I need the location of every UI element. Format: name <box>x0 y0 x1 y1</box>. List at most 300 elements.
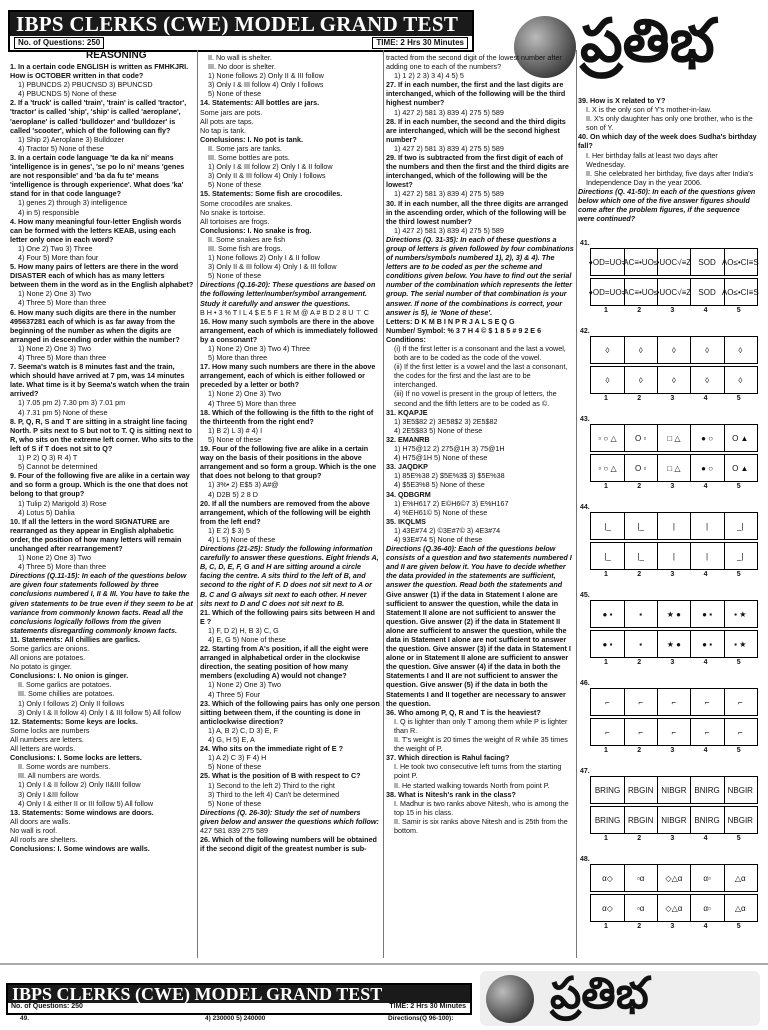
question-line: 4) 93E#74 5) None of these <box>394 534 483 544</box>
question-line: I. He took two consecutive left turns from the starting point P. <box>394 762 562 781</box>
question-line: Directions (Q.36-40): Each of the questions below consists of a question and two statements numbered I and II are given below it. You have to decide whether the data provided in the statements are sufficient, answer the question. Read both the statements and <box>386 544 572 590</box>
figure-cell: ● ▪ <box>591 631 625 657</box>
problem-figures <box>590 688 758 716</box>
figure-cell: ⌐ <box>624 689 658 715</box>
question-line: 5) More than three <box>208 353 268 363</box>
question-line: 22. Starting from A's position, if all the eight were arranged in alphabetical order in the clockwise direction, the seating position of how many members (excluding A) would not change? <box>200 644 369 681</box>
question-line: All letters are words. <box>10 744 76 754</box>
question-line: 1) Only I & III follow 2) Only I & II follow <box>208 162 333 172</box>
answer-number: 1 <box>604 923 608 930</box>
answer-number: 5 <box>736 395 741 402</box>
question-line: 6. How many such digits are there in the number 495637281 each of which is as far away from the beginning of the number as when the digits are arranged in descending order within the number? <box>10 307 180 344</box>
question-line: 15. Statements: Some fish are crocodiles. <box>200 189 343 199</box>
figure-cell: ▪ <box>624 601 658 627</box>
figure-label: 43. <box>580 416 590 423</box>
answer-number: 1 <box>604 747 608 754</box>
question-line: 1) Tulip 2) Marigold 3) Rose <box>18 498 107 508</box>
answer-number: 2 <box>637 571 642 578</box>
question-line: 20. If all the numbers are removed from the above arrangement, which of the following will be eighth from the left end? <box>200 498 371 526</box>
question-line: II. Some snakes are fish <box>208 234 286 244</box>
question-line: (i) If the first letter is a consonant and the last a vowel, both are to be coded as the code of the vowel. <box>394 344 566 363</box>
question-line: 1) Only I & II follow 2) Only II&III follow <box>18 780 141 790</box>
answer-figures <box>590 718 758 746</box>
figure-cell: ◊ <box>738 345 743 355</box>
question-line: (iii) If no vowel is present in the group of letters, the second and the fifth letters are to be coded as ©. <box>394 389 557 408</box>
question-line: 5) Cannot be determined <box>18 462 98 472</box>
question-line: 1) Second to the left 2) Third to the right <box>208 780 335 790</box>
question-line: I. Q is lighter than only T among them while P is lighter than R. <box>394 716 568 735</box>
question-line: II. Samir is six ranks above Nitesh and is 25th from the bottom. <box>394 816 568 835</box>
question-line: 3) Only II & III follow 4) Only I & III follow <box>208 262 337 272</box>
question-line: 25. What is the position of B with respect to C? <box>200 771 361 781</box>
question-line: 18. Which of the following is the fifth to the right of the thirteenth from the right end? <box>200 407 374 426</box>
answer-figures <box>590 542 758 570</box>
figure-label: 47. <box>580 768 590 775</box>
question-line: 1) None 2) One 3) Two <box>18 553 91 563</box>
figure-cell: NIBGR <box>657 807 691 833</box>
question-line: 427 581 839 275 589 <box>200 825 268 835</box>
answer-number: 4 <box>703 835 708 842</box>
question-line: 5) None of these <box>208 89 262 99</box>
figure-cell: •UOC√≡Z <box>657 249 691 275</box>
question-line: Conclusions: I. No pot is tank. <box>200 134 304 144</box>
question-line: (ii) If the first letter is a vowel and the last a consonant, the codes for the first and the last are to be interchanged. <box>394 362 568 390</box>
fragment-text: Directions(Q 96-100): <box>388 1015 454 1022</box>
question-line: 17. How many such numbers are there in the above arrangement, each of which is either followed or preceded by a letter or both? <box>200 362 376 390</box>
logo-text: ప్రతిభ <box>580 6 715 76</box>
question-line: All pots are taps. <box>200 116 254 126</box>
question-line: 1) PBUNCDS 2) PBUCNSD 3) BPUNCSD <box>18 80 153 90</box>
question-line: 1) Ship 2) Aeroplane 3) Bulldozer <box>18 134 124 144</box>
figure-cell: AO≤•CI≡S <box>721 287 759 297</box>
figure-cell: ◊ <box>691 367 725 393</box>
question-line: 1) 3%• 2) E$5 3) A#@ <box>208 480 279 490</box>
question-line: 5) None of these <box>208 762 262 772</box>
question-line: Conclusions: I. Some windows are walls. <box>10 844 150 854</box>
figure-cell: ▫ ○ △ <box>591 425 625 451</box>
question-line: Give answer (1) if the data in Statement I alone are sufficient to answer the question, while the data in Statement II alone are not sufficient to answer the question. Give answer (2) if the data in Statement II alone are sufficient to answer the question, while the data in Statement I alone are not sufficient to answer the question. Give answer (3) if the data in Statement I alone or in Statement II alone are sufficient to answer the question. Give answer (4) if the data in both the Statements I and II are not sufficient to answer the question. Give answer (5) if the data in both the Statements I and II together are necessary to answer the question. <box>386 589 571 708</box>
question-line: 29. If two is subtracted from the first digit of each of the numbers and then the first and the third digits are interchanged, which of the following will be the lowest? <box>386 153 569 190</box>
figure-cell: α◇ <box>591 895 625 921</box>
answer-number: 4 <box>703 923 708 930</box>
question-line: 4) Three 5) Four <box>208 689 261 699</box>
question-line: Directions (21-25): Study the following information carefully to answer these questions. Eight friends A, B, C, D, E, F, G and H are sitting around a circle facing the centre. A sits third to the left of B, and second to the right of F. D does not sit next to A or B. C and G always sit next to each other. H never sits next to D and C does not sit next to B. <box>200 544 379 608</box>
question-line: 37. Which direction is Rahul facing? <box>386 753 510 763</box>
test-title-2: IBPS CLERKS (CWE) MODEL GRAND TEST <box>8 985 470 1003</box>
question-line: III. Some bottles are pots. <box>208 153 290 163</box>
question-line: 1. In a certain code ENGLISH is written as FMHKJRI. How is OCTOBER written in that code? <box>10 62 189 81</box>
question-line: 8. P, Q, R, S and T are sitting in a straight line facing North. P sits next to S but not to T. Q is sitting next to R, who sits on the extreme left corner. Who sits to the left of S if T does not sit to Q? <box>10 416 194 453</box>
answer-number: 2 <box>637 307 642 314</box>
question-line: 35. IKQLMS <box>386 516 426 526</box>
question-line: Directions (Q. 41-50): In each of the questions given below which one of the five answer figures should come after the problem figures, if the sequence were continued? <box>578 186 756 224</box>
answer-number: 2 <box>637 835 642 842</box>
question-line: 4) G, H 5) E, A <box>208 735 255 745</box>
answer-number: 1 <box>604 835 608 842</box>
answer-number: 1 <box>604 483 608 490</box>
question-line: 1) F, D 2) H, B 3) C, G <box>208 625 279 635</box>
figure-cell: |_ <box>624 513 658 539</box>
question-line: Some jars are pots. <box>200 107 263 117</box>
answer-figures <box>590 366 758 394</box>
answer-number: 5 <box>736 571 741 578</box>
question-line: 1) None follows 2) Only I & II follow <box>208 253 320 263</box>
figure-cell: ⌐ <box>591 719 625 745</box>
figure-cell: | <box>691 513 725 539</box>
question-line: 4) Three 5) More than three <box>18 298 107 308</box>
figure-cell: ▫α <box>624 865 658 891</box>
answer-number: 3 <box>670 395 675 402</box>
figure-cell: | <box>691 543 725 569</box>
question-line: 39. How is X related to Y? <box>578 96 666 105</box>
figure-cell: ⌐ <box>691 689 725 715</box>
question-line: II. X's only daughter has only one brother, who is the son of Y. <box>586 114 753 133</box>
question-line: II. She celebrated her birthday, five days after India's Independence Day in the year 2006. <box>586 168 754 187</box>
column-divider <box>576 50 577 958</box>
figure-cell: BRING <box>591 777 625 803</box>
question-line: Directions (Q.16-20): These questions are based on the following letter/number/symbol arrangement. Study it carefully and answer the questions. <box>200 280 376 308</box>
question-line: III. Some fish are frogs. <box>208 243 283 253</box>
question-line: Conditions: <box>386 334 426 344</box>
question-line: No wall is roof. <box>10 825 58 835</box>
question-line: All onions are potatoes. <box>10 653 86 663</box>
question-line: 4) $5E3%8 5) None of these <box>394 480 485 490</box>
figure-cell: | <box>657 543 691 569</box>
question-line: III. All numbers are words. <box>18 771 102 781</box>
question-line: II. Some garlics are potatoes. <box>18 680 112 690</box>
problem-figures <box>590 248 758 276</box>
figure-cell: AO≤•CI≡S <box>721 257 759 267</box>
question-line: 14. Statements: All bottles are jars. <box>200 98 320 108</box>
question-line: II. He started walking towards North from point P. <box>394 780 550 790</box>
section-title: REASONING <box>86 50 147 61</box>
question-line: 1) None follows 2) Only II & III follow <box>208 71 324 81</box>
question-line: 36. Who among P, Q, R and T is the heaviest? <box>386 707 541 717</box>
figure-cell: ◊ <box>691 337 725 363</box>
question-line: 4) %EH61© 5) None of these <box>394 507 488 517</box>
question-line: 10. If all the letters in the word SIGNATURE are rearranged as they appear in English alphabetic order, the position of how many letters will remain unchanged after rearrangement? <box>10 516 182 553</box>
figure-cell: AC≡•UO≤ <box>624 279 658 305</box>
figure-cell: ◇△α <box>657 895 691 921</box>
logo-text-2: ప్రతిభ <box>550 969 649 1018</box>
question-line: 21. Which of the following pairs sits between H and E ? <box>200 607 375 626</box>
test-title: IBPS CLERKS (CWE) MODEL GRAND TEST <box>10 12 472 36</box>
question-line: 1) Only I follows 2) Only II follows <box>18 698 125 708</box>
question-line: All doors are walls. <box>10 816 71 826</box>
question-line: I. X is the only son of Y's mother-in-law. <box>586 105 712 115</box>
question-line: Conclusions: I. Some locks are letters. <box>10 753 142 763</box>
question-line: 1) 427 2) 581 3) 839 4) 275 5) 589 <box>394 225 504 235</box>
question-line: 1) genes 2) through 3) intelligence <box>18 198 128 208</box>
next-page-banner <box>0 963 768 1026</box>
figure-cell: ◊ <box>738 375 743 385</box>
question-line: 4) Three 5) More than three <box>18 353 107 362</box>
answer-number: 3 <box>670 747 675 754</box>
figure-label: 46. <box>580 680 590 687</box>
question-line: Some crocodiles are snakes. <box>200 198 293 208</box>
answer-number: 5 <box>736 483 741 490</box>
answer-number: 3 <box>670 483 675 490</box>
figure-label: 44. <box>580 504 590 511</box>
question-line: 1) 3E5$82 2) 3E58$2 3) 2E5$82 <box>394 416 498 426</box>
problem-figures <box>590 776 758 804</box>
problem-figures <box>590 424 758 452</box>
question-line: 1) H75@12 2) 275@1H 3) 75@1H <box>394 444 505 454</box>
answer-number: 3 <box>670 835 675 842</box>
answer-number: 3 <box>670 659 675 666</box>
question-line: 38. What is Nitesh's rank in the class? <box>386 789 516 799</box>
question-line: 1) 427 2) 581 3) 839 4) 275 5) 589 <box>394 189 504 199</box>
answer-number: 5 <box>736 923 741 930</box>
figure-cell: SOD <box>691 279 725 305</box>
answer-number: 5 <box>736 747 741 754</box>
question-line: 28. If in each number, the second and the third digits are interchanged, which will be the second highest number? <box>386 116 566 144</box>
figure-cell: ⌐ <box>737 697 743 707</box>
answer-number: 1 <box>604 307 608 314</box>
figure-cell: O ▫ <box>624 455 658 481</box>
figure-cell: ⌐ <box>657 689 691 715</box>
question-line: 5. How many pairs of letters are there in the word DISASTER each of which has as many letters between them in the word as in the English alphabet? <box>10 262 194 290</box>
question-line: 13. Statements: Some windows are doors. <box>10 807 154 817</box>
figure-cell: α▫ <box>691 895 725 921</box>
figure-cell: ◊ <box>591 367 625 393</box>
figure-cell: ⌐ <box>591 689 625 715</box>
question-line: All roofs are shelters. <box>10 834 78 844</box>
problem-figures <box>590 600 758 628</box>
time-limit: TIME: 2 Hrs 30 Minutes <box>372 37 468 49</box>
figure-cell: ◊ <box>657 337 691 363</box>
question-line: tracted from the second digit of the lowest number after adding one to each of the numbers? <box>386 53 562 72</box>
figure-label: 45. <box>580 592 590 599</box>
figure-cell: NBGIR <box>727 815 753 825</box>
answer-number: 4 <box>703 571 708 578</box>
question-line: 4) Three 5) More than three <box>18 562 107 572</box>
question-line: 30. If in each number, all the three digits are arranged in the ascending order, which of the following will be the third lowest number? <box>386 198 569 226</box>
question-line: 2. If a 'truck' is called 'train', 'train' is called 'tractor', 'tractor' is called 'ship', 'ship' is called 'aeroplane', 'aeroplane' is called 'bulldozer' and 'bulldozer' is called 'scooter', which of the following can fly? <box>10 98 187 135</box>
answer-number: 5 <box>736 659 741 666</box>
question-line: 5) None of these <box>208 434 262 444</box>
answer-number: 3 <box>670 923 675 930</box>
figure-cell: NIBGR <box>657 777 691 803</box>
figure-cell: ● ▪ <box>691 631 725 657</box>
figure-cell: •UOC√≡Z <box>657 279 691 305</box>
figure-cell: |_ <box>591 513 625 539</box>
question-line: 4) Lotus 5) Dahlia <box>18 507 75 517</box>
fragment-text: 4) 230000 5) 240000 <box>205 1015 266 1022</box>
question-line: 1) 427 2) 581 3) 839 4) 275 5) 589 <box>394 107 504 117</box>
figure-label: 48. <box>580 856 590 863</box>
figure-cell: ● ○ <box>691 455 725 481</box>
question-line: 4) H75@1H 5) None of these <box>394 453 488 463</box>
question-line: Conclusions: I. No snake is frog. <box>200 225 312 235</box>
question-line: 4) Three 5) More than three <box>208 398 297 408</box>
question-line: II. No wall is shelter. <box>208 53 272 62</box>
figure-cell: BRING <box>591 807 625 833</box>
question-line: 1) B 2) L 3) # 4) I <box>208 425 263 435</box>
problem-figures <box>590 512 758 540</box>
figure-cell: ◊ <box>624 367 658 393</box>
question-count: No. of Questions: 250 <box>14 37 104 49</box>
figure-cell: □ △ <box>657 425 691 451</box>
question-line: 4. How many meaningful four-letter English words can be formed with the letters KEAB, using each letter only once in each word? <box>10 216 182 244</box>
question-line: I. Madhur is two ranks above Nitesh, who is among the top 15 in his class. <box>394 798 569 817</box>
answer-number: 4 <box>703 307 708 314</box>
figure-cell: △α <box>734 903 746 913</box>
answer-number: 2 <box>637 659 642 666</box>
question-line: 9. Four of the following five are alike in a certain way and so form a group. Which is the one that does not belong to that group? <box>10 471 190 499</box>
question-line: Letters: D K M B I N P R J A L S E Q G <box>386 316 515 326</box>
answer-number: 2 <box>637 483 642 490</box>
problem-figures <box>590 336 758 364</box>
globe-icon <box>486 975 534 1023</box>
question-line: 34. QDBGRM <box>386 489 431 499</box>
question-line: No potato is ginger. <box>10 662 72 672</box>
question-line: 4) 7.31 pm 5) None of these <box>18 407 108 417</box>
question-line: 23. Which of the following pairs has only one person sitting between them, if the counting is done in anticlockwise direction? <box>200 698 380 726</box>
question-count-2: No. of Questions: 250 <box>11 1003 83 1010</box>
question-line: 1) None 2) One 3) Two 4) Three <box>208 344 311 353</box>
answer-number: 3 <box>670 571 675 578</box>
figure-label: 41. <box>580 240 590 247</box>
figure-cell: ▪ ★ <box>734 609 747 619</box>
figure-cell: |_ <box>624 543 658 569</box>
answer-number: 1 <box>604 571 608 578</box>
question-line: 33. JAQDKP <box>386 462 428 472</box>
answer-number: 2 <box>637 747 642 754</box>
question-line: Number/ Symbol: % 3 7 H 4 © $ 1 8 5 # 9 2 E 6 <box>386 325 542 335</box>
figure-cell: ♦OD=UO= <box>591 279 625 305</box>
question-line: II. Some words are numbers. <box>18 762 111 772</box>
figure-cell: ⌐ <box>657 719 691 745</box>
figure-questions <box>580 240 758 960</box>
question-line: 1) 7.05 pm 2) 7.30 pm 3) 7.01 pm <box>18 398 126 408</box>
figure-cell: ◊ <box>591 337 625 363</box>
question-line: 3) Only I & III follow 4) Only I follows <box>208 80 324 90</box>
answer-number: 4 <box>703 483 708 490</box>
figure-cell: ⌐ <box>624 719 658 745</box>
question-line: 11. Statements: All chillies are garlics. <box>10 634 140 644</box>
question-line: 32. EMANRB <box>386 434 430 444</box>
question-line: Conclusions: I. No onion is ginger. <box>10 671 129 681</box>
answer-number: 1 <box>604 659 608 666</box>
answer-number: 4 <box>703 659 708 666</box>
question-line: 4) in 5) responsible <box>18 207 80 217</box>
figure-label: 42. <box>580 328 590 335</box>
figure-cell: ⌐ <box>737 727 743 737</box>
question-line: 3) Only I & II follow 4) Only I & III follow 5) All follow <box>18 707 181 717</box>
figure-cell: ★ ● <box>657 631 691 657</box>
figure-cell: ● ○ <box>691 425 725 451</box>
figure-cell: ◊ <box>624 337 658 363</box>
figure-cell: α▫ <box>691 865 725 891</box>
question-line: 1) None 2) One 3) Two <box>208 389 281 399</box>
question-line: 16. How many such symbols are there in the above arrangement, each of which is immediately followed by a consonant? <box>200 316 378 344</box>
figure-cell: α◇ <box>591 865 625 891</box>
question-line: Directions (Q. 31-35): In each of these questions a group of letters is given followed by four combinations of numbers/symbols numbered 1), 2), 3) & 4). The letters are to be coded as per the scheme and conditions given below. You have to find out the serial number of the combination which represents the letter group. The serial number of that combination is your answer. If none of the combinations is correct, your answer is 5), ie 'None of these'. <box>386 234 574 317</box>
column-1 <box>10 62 195 957</box>
figure-cell: NBGIR <box>727 785 753 795</box>
fragment-text: 49. <box>20 1015 30 1022</box>
figure-cell: |_ <box>591 543 625 569</box>
figure-cell: ▪ <box>624 631 658 657</box>
answer-figures <box>590 630 758 658</box>
question-line: I. Her birthday falls at least two days after Wednesday. <box>586 150 718 169</box>
column-divider <box>197 50 198 958</box>
question-line: No tap is tank. <box>200 125 246 135</box>
question-line: 1) A 2) C 3) F 4) H <box>208 753 267 763</box>
question-line: 4) Only I & either II or III follow 5) All follow <box>18 798 154 808</box>
question-line: Some locks are numbers <box>10 725 90 735</box>
answer-figures <box>590 894 758 922</box>
question-line: 1) None 2) One 3) Two <box>18 289 91 299</box>
figure-cell: □ △ <box>657 455 691 481</box>
question-line: All numbers are letters. <box>10 734 84 744</box>
test-header-2 <box>6 983 472 1015</box>
question-line: II. Some jars are tanks. <box>208 143 282 153</box>
question-line: III. No door is shelter. <box>208 62 276 72</box>
question-line: 1) P 2) Q 3) R 4) T <box>18 453 78 463</box>
question-line: 4) L 5) None of these <box>208 534 276 544</box>
question-line: 31. KQAPJE <box>386 407 428 417</box>
question-line: All tortoises are frogs. <box>200 216 270 226</box>
question-line: 19. Four of the following five are alike in a certain way on the basis of their positions in the above arrangement and so form a group. Which is the one that does not belong to that group? <box>200 444 377 481</box>
figure-cell: RBGIN <box>624 777 658 803</box>
answer-number: 5 <box>736 835 741 842</box>
question-line: II. T's weight is 20 times the weight of R while 35 times the weight of P. <box>394 735 568 754</box>
question-line: 1) 43E#74 2) ©3E#7© 3) 4E3#74 <box>394 525 501 535</box>
question-line: 5) None of these <box>208 798 262 808</box>
question-line: 3) Only I &III follow <box>18 789 79 799</box>
question-line: 3) Third to the left 4) Can't be determined <box>208 789 340 799</box>
question-line: 1) None 2) One 3) Two <box>18 343 91 353</box>
question-line: 1) 1 2) 2 3) 3 4) 4 5) 5 <box>394 71 464 81</box>
question-line: 3. In a certain code language 'te da ka ni' means 'intelligence is in genes', 'se po lo ni' means 'genes are not responsible' and 'ba da fu te' means 'intelligence is through experience'. What does 'ka' stand for in that code language? <box>10 152 185 199</box>
figure-cell: RBGIN <box>624 807 658 833</box>
question-line: 4) PBUCNDS 5) None of these <box>18 89 117 99</box>
question-line: 40. On which day of the week does Sudha's birthday fall? <box>578 132 757 151</box>
answer-number: 2 <box>637 395 642 402</box>
question-line: 5) None of these <box>208 180 262 190</box>
question-line: 1) E 2) $ 3) 5 <box>208 525 250 535</box>
question-line: 4) Four 5) More than four <box>18 252 99 262</box>
question-line: 26. Which of the following numbers will be obtained if the second digit of the greatest number is sub- <box>200 835 377 854</box>
figure-cell: ◇△α <box>657 865 691 891</box>
test-header <box>8 10 474 52</box>
answer-number: 4 <box>703 747 708 754</box>
figure-cell: _| <box>737 521 744 531</box>
question-line: 5) None of these <box>208 271 262 281</box>
answer-figures <box>590 454 758 482</box>
answer-number: 2 <box>637 923 642 930</box>
figure-cell: _| <box>737 551 744 561</box>
answer-number: 1 <box>604 395 608 402</box>
figure-cell: ◊ <box>657 367 691 393</box>
question-line: 1) A, B 2) C, D 3) E, F <box>208 725 278 735</box>
figure-cell: O ▲ <box>732 463 749 473</box>
answer-number: 4 <box>703 395 708 402</box>
question-line: 1) None 2) One 3) Two <box>208 680 281 690</box>
question-line: 1) E%H617 2) E©H6©7 3) E%H167 <box>394 498 509 508</box>
figure-cell: ▫α <box>624 895 658 921</box>
column-2 <box>200 53 380 958</box>
figure-cell: O ▫ <box>624 425 658 451</box>
figure-cell: SOD <box>691 249 725 275</box>
question-line: No snake is tortoise. <box>200 207 266 217</box>
question-line: 12. Statements: Some keys are locks. <box>10 716 138 726</box>
problem-figures <box>590 864 758 892</box>
answer-number: 3 <box>670 307 675 314</box>
question-line: 1) One 2) Two 3) Three <box>18 243 93 253</box>
